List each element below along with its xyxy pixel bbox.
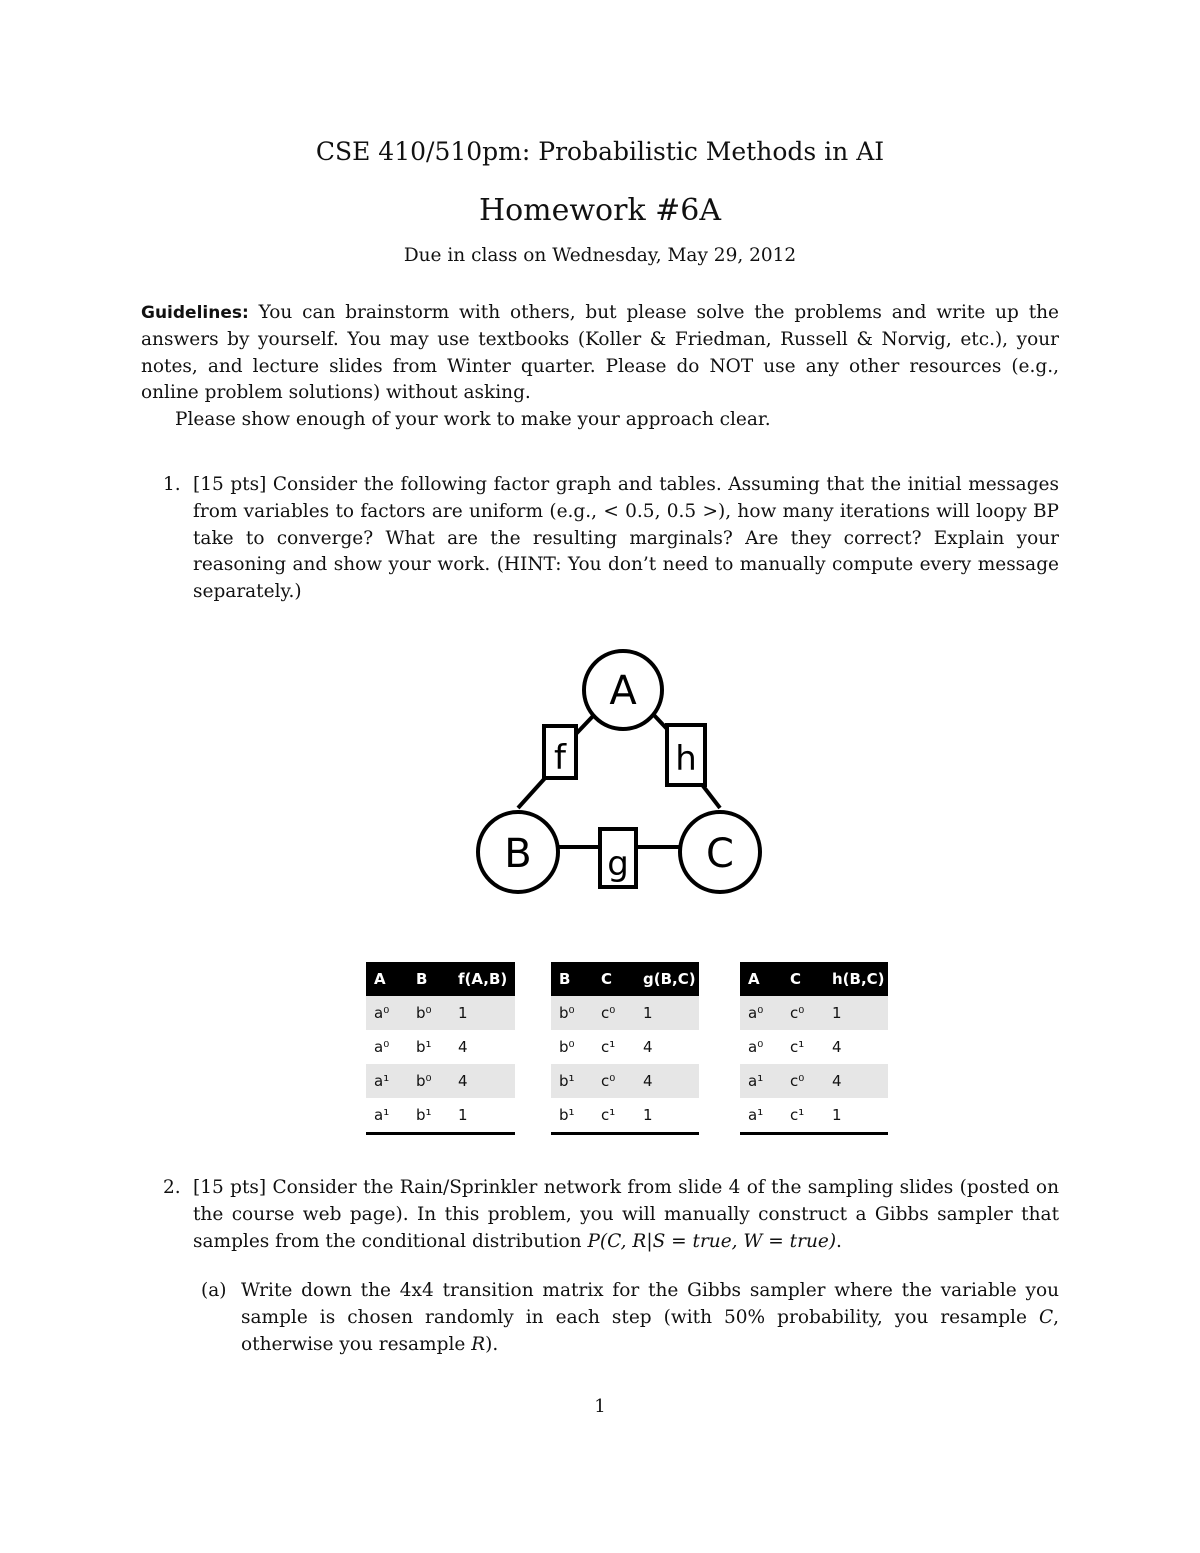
guidelines-label: Guidelines:: [141, 303, 249, 323]
table-cell: a¹: [740, 1098, 782, 1134]
table-cell: b⁰: [559, 1038, 575, 1056]
problem-number: 1.: [163, 474, 181, 495]
variable-c: C: [1038, 1306, 1054, 1328]
problem-text-end: .: [836, 1230, 842, 1252]
table-cell: b⁰: [408, 996, 450, 1030]
table-row: [366, 1030, 515, 1064]
table-cell: 4: [824, 1064, 888, 1098]
table-cell: 1: [635, 996, 699, 1030]
problem-number: 2.: [163, 1177, 181, 1198]
table-cell: a¹: [740, 1064, 782, 1098]
table-cell: 4: [635, 1064, 699, 1098]
table-row: [551, 996, 699, 1030]
table-row: [740, 1098, 888, 1134]
table-cell: 4: [643, 1038, 653, 1056]
table-cell: 1: [450, 1098, 515, 1134]
table-cell: 1: [635, 1098, 699, 1134]
page-number: 1: [594, 1396, 606, 1417]
table-cell: c¹: [790, 1038, 805, 1056]
table-cell: c⁰: [593, 996, 635, 1030]
guidelines-paragraph: [141, 300, 1059, 434]
table-row: [366, 1064, 515, 1098]
variable-label: B: [504, 831, 532, 877]
course-title: CSE 410/510pm: Probabilistic Methods in AI: [315, 137, 885, 166]
problem-1: [163, 472, 1059, 606]
table-row: [551, 1098, 699, 1134]
variable-label: C: [706, 831, 734, 877]
table-row: [740, 1064, 888, 1098]
table-cell: c¹: [593, 1098, 635, 1134]
column-header: B: [408, 962, 450, 996]
variable-label: A: [609, 668, 637, 714]
table-cell: 1: [450, 996, 515, 1030]
edge-f-b: [518, 777, 546, 808]
table-cell: a⁰: [740, 996, 782, 1030]
table-cell: b⁰: [551, 996, 593, 1030]
column-header: B: [551, 962, 593, 996]
column-header: h(B,C): [824, 962, 888, 996]
due-date: Due in class on Wednesday, May 29, 2012: [403, 245, 797, 266]
table-row: [740, 996, 888, 1030]
table-cell: b¹: [416, 1038, 432, 1056]
factor-table-h: [740, 962, 888, 1135]
table-cell: c⁰: [593, 1064, 635, 1098]
column-header: C: [782, 962, 824, 996]
problem-2: [163, 1175, 1059, 1255]
problem-2-part-a: [201, 1278, 1059, 1358]
factor-label: f: [554, 738, 566, 778]
table-cell: a⁰: [748, 1038, 764, 1056]
variable-r: R: [471, 1333, 486, 1355]
column-header: A: [366, 962, 408, 996]
factor-table-g: [551, 962, 699, 1135]
factor-label: g: [607, 844, 629, 884]
table-cell: a¹: [366, 1098, 408, 1134]
table-cell: c⁰: [782, 1064, 824, 1098]
table-cell: 4: [832, 1038, 842, 1056]
guidelines-text: You can brainstorm with others, but please solve the problems and write up the answers by yourself. You may use textbooks (Koller & Friedman, Russell & Norvig, etc.), your notes, and lecture slides from Winter quarter. Please do NOT use any other resources (e.g., online problem solutions) without asking.: [141, 302, 1059, 404]
table-cell: a⁰: [366, 996, 408, 1030]
table-row: [551, 1064, 699, 1098]
table-row: [366, 1098, 515, 1134]
table-row: [551, 1030, 699, 1064]
table-cell: a¹: [366, 1064, 408, 1098]
subpart-text: Write down the 4x4 transition matrix for the Gibbs sampler where the variable you sample is chosen randomly in each step (with 50% probability, you resample: [241, 1280, 1059, 1328]
column-header: g(B,C): [635, 962, 699, 996]
table-cell: 1: [824, 996, 888, 1030]
subpart-text: ).: [485, 1333, 499, 1355]
factor-label: h: [675, 739, 697, 779]
table-cell: 4: [450, 1064, 515, 1098]
homework-title: Homework #6A: [478, 193, 722, 228]
table-cell: 1: [824, 1098, 888, 1134]
table-cell: c¹: [601, 1038, 616, 1056]
table-cell: 4: [458, 1038, 468, 1056]
show-work-note: Please show enough of your work to make your approach clear.: [175, 409, 771, 431]
table-cell: b¹: [551, 1064, 593, 1098]
table-cell: c⁰: [782, 996, 824, 1030]
table-cell: b⁰: [408, 1064, 450, 1098]
problem-text: [15 pts] Consider the following factor graph and tables. Assuming that the initial messages from variables to factors are uniform (e.g., < 0.5, 0.5 >), how many iterations will loopy BP take to converge? What are the resulting marginals? Are they correct? Explain your reasoning and show your work. (HINT: You don’t need to manually compute every message separately.): [193, 474, 1059, 603]
table-cell: a⁰: [374, 1038, 390, 1056]
factor-table-f: [366, 962, 515, 1135]
problem-text: [15 pts] Consider the Rain/Sprinkler network from slide 4 of the sampling slides (posted on the course web page). In this problem, you will manually construct a Gibbs sampler that samples from the conditional distribution: [193, 1177, 1059, 1252]
table-row: [740, 1030, 888, 1064]
column-header: A: [740, 962, 782, 996]
factor-graph: [460, 630, 780, 900]
table-cell: b¹: [408, 1098, 450, 1134]
subpart-text: , otherwise you resample: [241, 1306, 1059, 1355]
table-row: [366, 996, 515, 1030]
table-cell: b¹: [551, 1098, 593, 1134]
table-cell: c¹: [782, 1098, 824, 1134]
column-header: C: [593, 962, 635, 996]
subpart-label: (a): [201, 1280, 227, 1301]
conditional-distribution: P(C, R|S = true, W = true): [587, 1230, 837, 1252]
column-header: f(A,B): [450, 962, 515, 996]
